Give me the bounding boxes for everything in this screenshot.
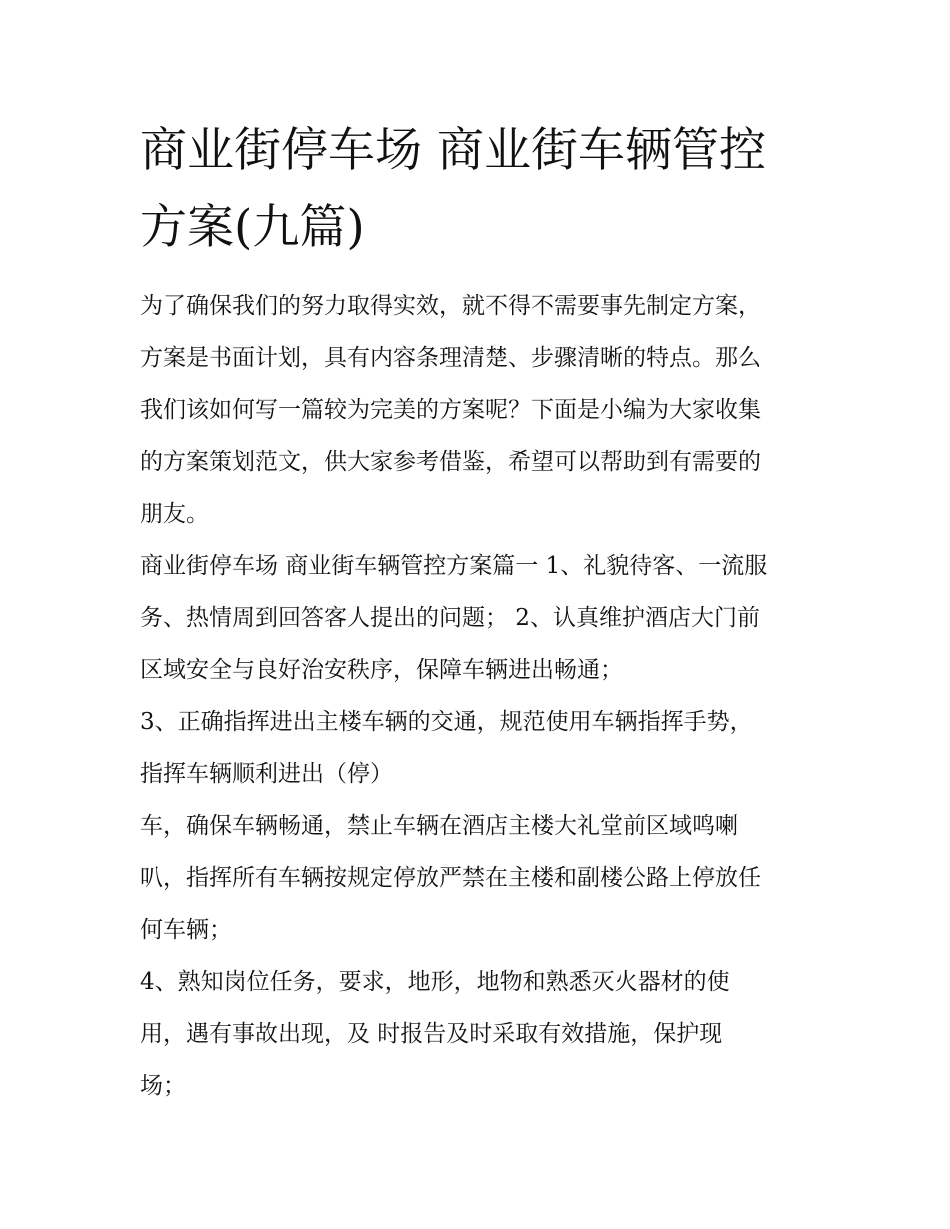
section-paragraph-4 <box>140 956 830 1112</box>
text-line: 场； <box>140 1073 186 1099</box>
title-line: 方案(九篇) <box>140 200 365 255</box>
section-paragraph-2 <box>140 696 830 800</box>
text-line: 用，遇有事故出现，及 时报告及时采取有效措施，保护现 <box>140 1021 723 1047</box>
text-line: 我们该如何写一篇较为完美的方案呢？下面是小编为大家收集 <box>140 397 761 423</box>
title-line: 商业街停车场 商业街车辆管控 <box>140 123 766 178</box>
section-paragraph-3 <box>140 800 830 956</box>
document-title <box>140 112 830 266</box>
text-line: 为了确保我们的努力取得实效，就不得不需要事先制定方案， <box>140 293 761 319</box>
text-line: 区域安全与良好治安秩序，保障车辆进出畅通； <box>140 657 623 683</box>
text-line: 的方案策划范文，供大家参考借鉴，希望可以帮助到有需要的 <box>140 449 761 475</box>
text-line: 4、熟知岗位任务，要求，地形，地物和熟悉灭火器材的使 <box>140 969 730 995</box>
text-line: 商业街停车场 商业街车辆管控方案篇一 1、礼貌待客、一流服 <box>140 553 768 579</box>
intro-paragraph <box>140 280 830 540</box>
text-line: 务、热情周到回答客人提出的问题； 2、认真维护酒店大门前 <box>140 605 760 631</box>
text-line: 方案是书面计划，具有内容条理清楚、步骤清晰的特点。那么 <box>140 345 761 371</box>
text-line: 车，确保车辆畅通，禁止车辆在酒店主楼大礼堂前区域鸣喇 <box>140 813 738 839</box>
text-line: 3、正确指挥进出主楼车辆的交通，规范使用车辆指挥手势， <box>140 709 753 735</box>
text-line: 朋友。 <box>140 501 209 527</box>
section-paragraph-1 <box>140 540 830 696</box>
text-line: 指挥车辆顺利进出（停） <box>140 761 393 787</box>
text-line: 何车辆； <box>140 917 232 943</box>
document-page <box>140 112 830 1112</box>
text-line: 叭，指挥所有车辆按规定停放严禁在主楼和副楼公路上停放任 <box>140 865 761 891</box>
